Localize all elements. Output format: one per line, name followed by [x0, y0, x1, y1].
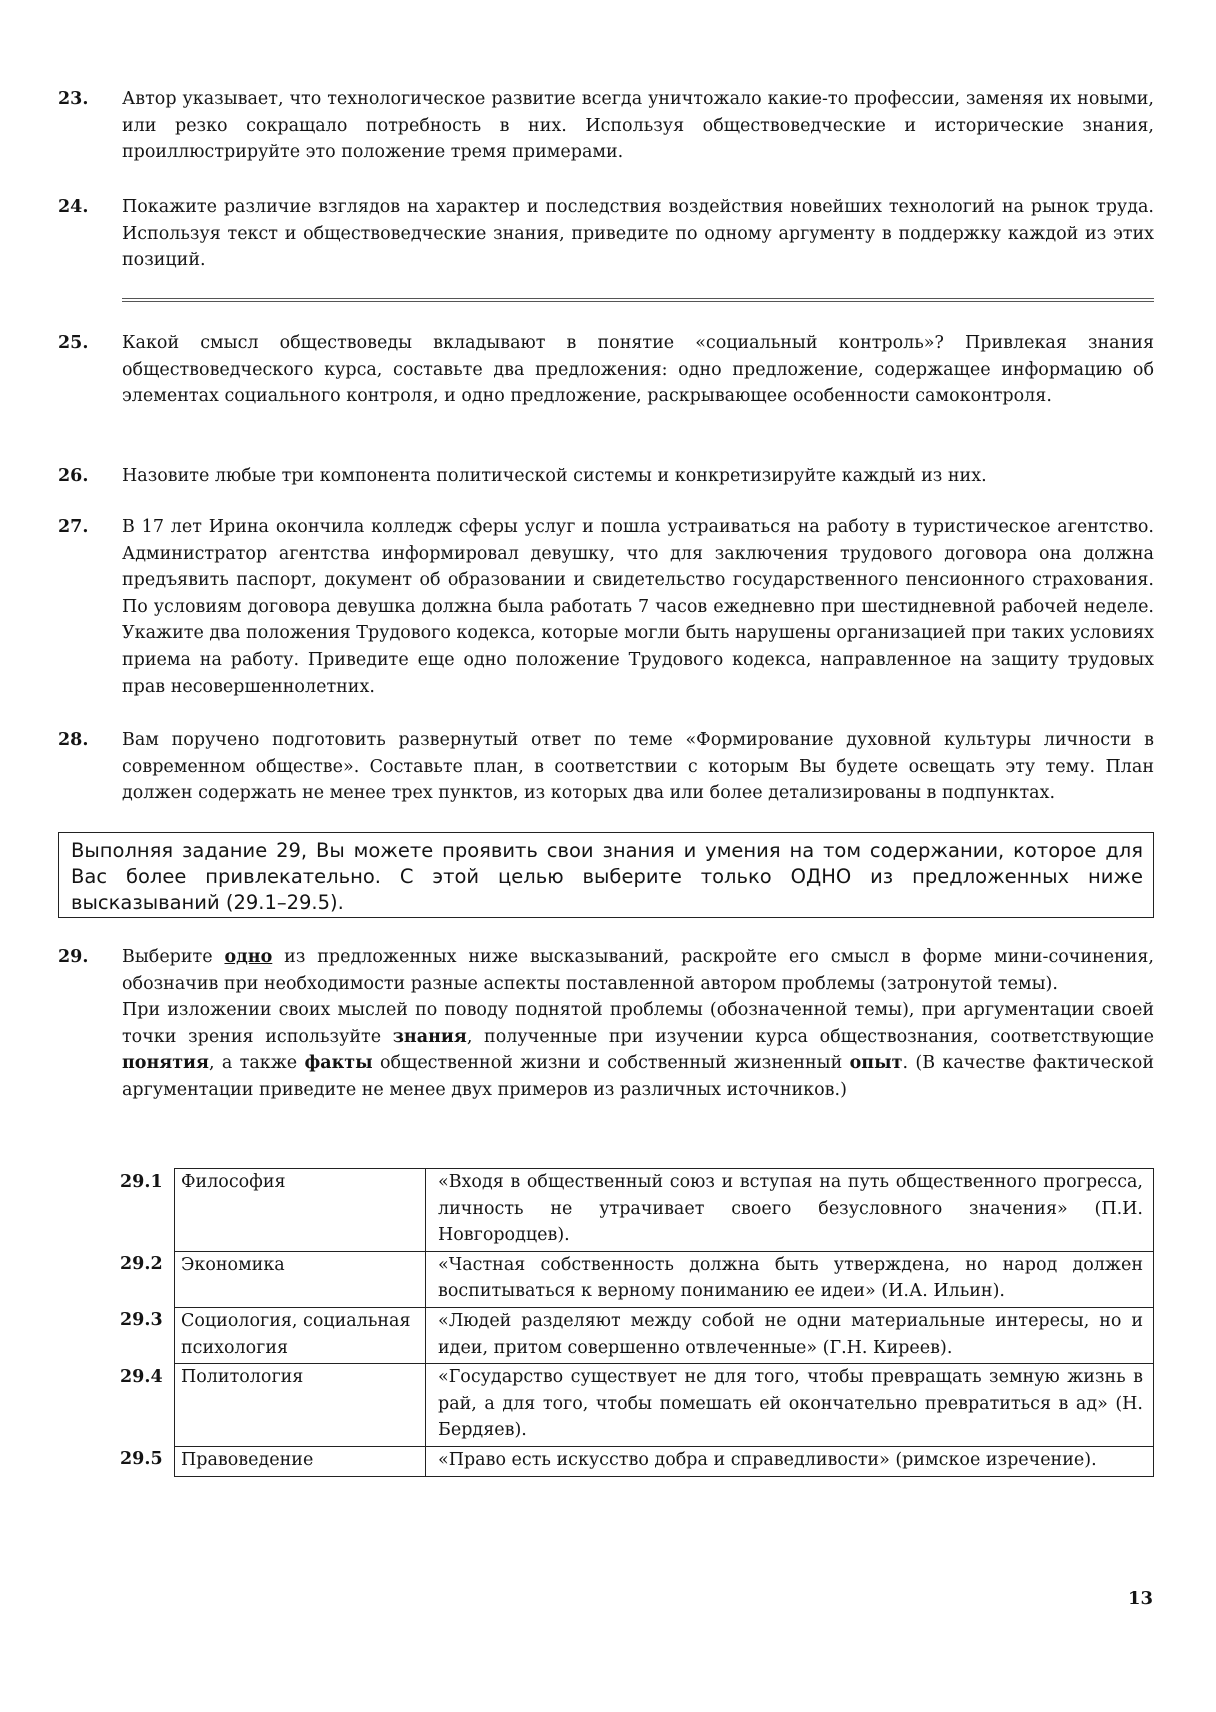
question-number: 28.: [58, 730, 89, 750]
theme-field: Правоведение: [175, 1446, 426, 1476]
table-row: [120, 1251, 1154, 1307]
section-divider: [122, 298, 1154, 302]
q29-paragraph-2: При изложении своих мыслей по поводу поднятой проблемы (обозначенной темы), при аргументации своей точки зрения используйте знания, полученные при изучении курса обществознания, соответствующие понятия, а также факты общественной жизни и собственный жизненный опыт. (В качестве фактической аргументации приведите не менее двух примеров из различных источников.): [122, 1000, 1154, 1100]
theme-id: 29.3: [120, 1310, 163, 1331]
theme-quote: «Право есть искусство добра и справедливости» (римское изречение).: [426, 1446, 1154, 1476]
question-26: [58, 463, 1154, 490]
question-25: [58, 330, 1154, 410]
question-text: Назовите любые три компонента политической системы и конкретизируйте каждый из них.: [122, 466, 987, 486]
theme-id: 29.5: [120, 1449, 163, 1470]
theme-field: Политология: [175, 1364, 426, 1447]
theme-id: 29.1: [120, 1171, 163, 1192]
theme-id: 29.4: [120, 1366, 163, 1387]
theme-field: Социология, социальная психология: [175, 1307, 426, 1363]
q29-paragraph-1: Выберите одно из предложенных ниже высказываний, раскройте его смысл в форме мини-сочинения, обозначив при необходимости разные аспекты поставленной автором проблемы (затронутой темы).: [122, 947, 1154, 994]
question-number: 24.: [58, 197, 89, 217]
question-number: 23.: [58, 89, 89, 109]
question-text: Автор указывает, что технологическое развитие всегда уничтожало какие-то профессии, заменяя их новыми, или резко сокращало потребность в них. Используя обществоведческие и исторические знания, проиллюстрируйте это положение тремя примерами.: [122, 89, 1154, 163]
question-text: Покажите различие взглядов на характер и последствия воздействия новейших технологий на рынок труда. Используя текст и обществоведческие знания, приведите по одному аргументу в поддержку каждой из этих позиций.: [122, 197, 1154, 271]
question-number: 27.: [58, 517, 89, 537]
question-number: 29.: [58, 947, 89, 967]
theme-quote: «Государство существует не для того, чтобы превращать земную жизнь в рай, а для того, чтобы помешать ей окончательно превратиться в ад» (Н. Бердяев).: [426, 1364, 1154, 1447]
question-29: [58, 944, 1154, 1104]
theme-field: Экономика: [175, 1251, 426, 1307]
question-text: Вам поручено подготовить развернутый ответ по теме «Формирование духовной культуры личности в современном обществе». Составьте план, в соответствии с которым Вы будете освещать эту тему. План должен содержать не менее трех пунктов, из которых два или более детализированы в подпунктах.: [122, 730, 1154, 804]
table-row: [120, 1446, 1154, 1476]
themes-table: [120, 1168, 1154, 1477]
theme-quote: «Входя в общественный союз и вступая на путь общественного прогресса, личность не утрачивает своего безусловного значения» (П.И. Новгородцев).: [426, 1169, 1154, 1252]
theme-field: Философия: [175, 1169, 426, 1252]
choice-instruction-box: Выполняя задание 29, Вы можете проявить свои знания и умения на том содержании, которое для Вас более привлекательно. С этой целью выберите только ОДНО из предложенных ниже высказываний (29.1–29.5).: [58, 832, 1154, 918]
question-text: В 17 лет Ирина окончила колледж сферы услуг и пошла устраиваться на работу в туристическое агентство. Администратор агентства информировал девушку, что для заключения трудового договора она должна предъявить паспорт, документ об образовании и свидетельство государственного пенсионного страхования. По условиям договора девушка должна была работать 7 часов ежедневно при шестидневной рабочей неделе. Укажите два положения Трудового кодекса, которые могли быть нарушены организацией при таких условиях приема на работу. Приведите еще одно положение Трудового кодекса, направленное на защиту трудовых прав несовершеннолетних.: [122, 517, 1154, 697]
page-number: 13: [1128, 1588, 1154, 1609]
question-number: 26.: [58, 466, 89, 486]
table-row: [120, 1307, 1154, 1363]
table-row: [120, 1169, 1154, 1252]
question-23: [58, 86, 1154, 166]
question-number: 25.: [58, 333, 89, 353]
theme-quote: «Людей разделяют между собой не одни материальные интересы, но и идеи, притом совершенно отвлеченные» (Г.Н. Киреев).: [426, 1307, 1154, 1363]
question-text: [122, 944, 1154, 1104]
table-row: [120, 1364, 1154, 1447]
question-27: [58, 514, 1154, 700]
theme-id: 29.2: [120, 1254, 163, 1275]
question-24: [58, 194, 1154, 274]
question-28: [58, 727, 1154, 807]
theme-quote: «Частная собственность должна быть утверждена, но народ должен воспитываться к верному пониманию ее идеи» (И.А. Ильин).: [426, 1251, 1154, 1307]
question-text: Какой смысл обществоведы вкладывают в понятие «социальный контроль»? Привлекая знания обществоведческого курса, составьте два предложения: одно предложение, содержащее информацию об элементах социального контроля, и одно предложение, раскрывающее особенности самоконтроля.: [122, 333, 1154, 407]
